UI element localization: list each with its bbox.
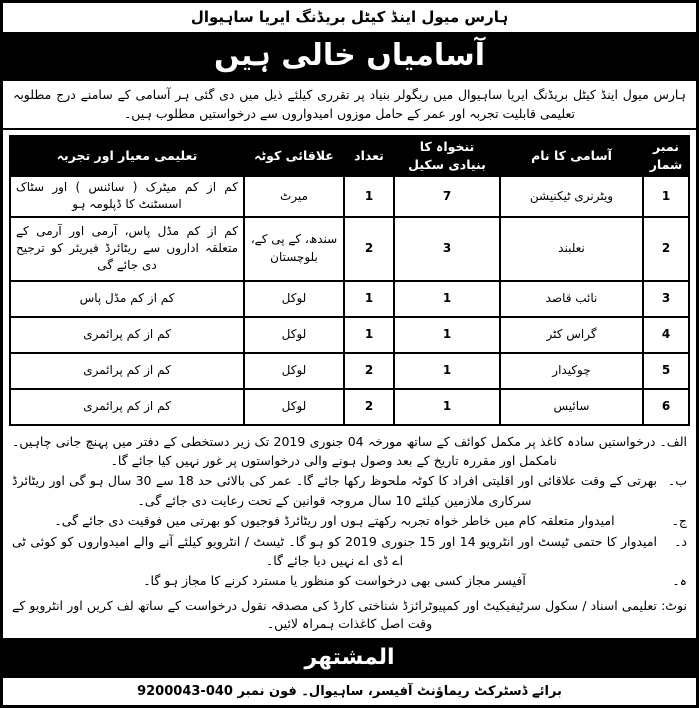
table-row	[10, 353, 689, 389]
cell-count: 2	[344, 389, 394, 425]
organisation-title-bar	[3, 3, 696, 35]
cell-education: کم از کم مڈل پاس، آرمی اور آرمی کے متعلقہ اداروں سے ریٹائرڈ فیریئر کو ترجیح دی جائے گی	[10, 217, 244, 281]
documents-note: نوٹ: تعلیمی اسناد / سکول سرٹیفیکیٹ اور کمپیوٹرائزڈ شناختی کارڈ کی مصدقہ نقول درخواست کے ساتھ لف کریں اور انٹرویو کے وقت اصل کاغذات ہمراہ لائیں۔	[12, 597, 687, 632]
column-header-education: تعلیمی معیار اور تجربہ	[10, 136, 244, 176]
condition-item	[12, 471, 687, 510]
table-row	[10, 217, 689, 281]
cell-title: ویٹرنری ٹیکنیشن	[500, 176, 643, 217]
column-header-title: آسامی کا نام	[500, 136, 643, 176]
table-row	[10, 317, 689, 353]
cell-scale: 7	[394, 176, 500, 217]
headline-banner	[3, 35, 696, 82]
condition-marker: ج۔	[671, 513, 687, 529]
cell-title: نائب قاصد	[500, 281, 643, 317]
condition-text: امیدوار متعلقہ کام میں خاطر خواہ تجربہ رکھتے ہوں اور ریٹائرڈ فوجیوں کو بھرتی میں فوقیت دی جائے گی۔	[54, 513, 615, 529]
jobs-table	[9, 135, 690, 426]
advertiser-banner	[3, 638, 696, 678]
column-header-sr: نمبر شمار	[643, 136, 689, 176]
condition-marker: د۔	[674, 533, 687, 549]
cell-education: کم از کم پرائمری	[10, 317, 244, 353]
column-header-quota: علاقائی کوٹہ	[244, 136, 344, 176]
cell-sr: 5	[643, 353, 689, 389]
condition-marker: ہ۔	[672, 573, 687, 589]
cell-sr: 4	[643, 317, 689, 353]
organisation-title: ہارس میول اینڈ کیٹل بریڈنگ ایریا ساہیوال	[190, 7, 509, 26]
cell-quota: لوکل	[244, 317, 344, 353]
cell-quota: لوکل	[244, 353, 344, 389]
cell-quota: لوکل	[244, 389, 344, 425]
table-row	[10, 281, 689, 317]
jobs-table-body	[10, 176, 689, 425]
cell-sr: 3	[643, 281, 689, 317]
cell-title: چوکیدار	[500, 353, 643, 389]
intro-paragraph: ہارس میول اینڈ کیٹل بریڈنگ ایریا ساہیوال میں ریگولر بنیاد پر تقرری کیلئے ذیل میں دی گئی ہر آسامی کے سامنے درج مطلوبہ تعلیمی قابلیت تجربہ اور عمر کے حامل موزوں امیدواروں سے درخواستیں مطلوب ہیں۔	[3, 81, 696, 130]
column-header-scale: تنخواہ کا بنیادی سکیل	[394, 136, 500, 176]
cell-count: 2	[344, 217, 394, 281]
condition-text: درخواستیں سادہ کاغذ پر مکمل کوائف کے ساتھ مورخہ 04 جنوری 2019 تک زیر دستخطی کے دفتر میں پہنچ جانی چاہیں۔ نامکمل اور مقررہ تاریخ کے بعد وصول ہونے والی درخواستوں پر غور نہیں کیا جائے گا۔	[12, 433, 656, 469]
condition-text: آفیسر مجاز کسی بھی درخواست کو منظور یا مسترد کرنے کا مجاز ہو گا۔	[143, 573, 526, 589]
cell-scale: 3	[394, 217, 500, 281]
headline-text: آسامیاں خالی ہیں	[214, 38, 485, 74]
jobs-table-head	[10, 136, 689, 176]
cell-education: کم از کم پرائمری	[10, 389, 244, 425]
condition-item	[12, 432, 687, 471]
cell-sr: 2	[643, 217, 689, 281]
cell-education: کم از کم میٹرک ( سائنس ) اور سٹاک اسسٹنٹ کا ڈپلومہ ہو	[10, 176, 244, 217]
condition-text: امیدوار کا حتمی ٹیسٹ اور انٹرویو 14 اور 15 جنوری 2019 کو ہو گا۔ ٹیسٹ / انٹرویو کیلئے آنے والے امیدواروں کو کوئی ٹی اے ڈی اے نہیں دیا جائے گا۔	[12, 533, 657, 568]
contact-bar	[3, 678, 696, 705]
cell-education: کم از کم مڈل پاس	[10, 281, 244, 317]
advertiser-label: المشتهر	[304, 645, 395, 671]
cell-quota: لوکل	[244, 281, 344, 317]
cell-title: سائیس	[500, 389, 643, 425]
cell-sr: 1	[643, 176, 689, 217]
cell-education: کم از کم پرائمری	[10, 353, 244, 389]
contact-details: برائے ڈسٹرکٹ ریماؤنٹ آفیسر، ساہیوال۔ فون نمبر 040-9200043	[137, 684, 562, 700]
cell-quota: سندھ، کے پی کے، بلوچستان	[244, 217, 344, 281]
cell-count: 1	[344, 317, 394, 353]
column-header-count: تعداد	[344, 136, 394, 176]
table-header-row	[10, 136, 689, 176]
condition-item	[12, 532, 687, 571]
conditions-list	[3, 426, 696, 594]
cell-quota: میرٹ	[244, 176, 344, 217]
condition-item	[12, 511, 687, 530]
cell-sr: 6	[643, 389, 689, 425]
table-row	[10, 389, 689, 425]
condition-text: بھرتی کے وقت علاقائی اور اقلیتی افراد کا کوٹہ ملحوظ رکھا جائے گا۔ عمر کی بالائی حد 18 سے 30 سال ہو گی اور ریٹائرڈ سرکاری ملازمین کیلئے 10 سال مروجہ قوانین کے تحت رعایت دی جائے گی۔	[12, 473, 658, 508]
table-row	[10, 176, 689, 217]
cell-count: 1	[344, 176, 394, 217]
cell-scale: 1	[394, 389, 500, 425]
condition-item	[12, 571, 687, 590]
cell-title: نعلبند	[500, 217, 643, 281]
cell-scale: 1	[394, 317, 500, 353]
cell-scale: 1	[394, 353, 500, 389]
jobs-table-wrapper	[3, 130, 696, 426]
cell-count: 2	[344, 353, 394, 389]
cell-scale: 1	[394, 281, 500, 317]
cell-count: 1	[344, 281, 394, 317]
condition-marker: ب۔	[667, 473, 687, 489]
condition-marker: الف۔	[659, 433, 687, 449]
cell-title: گراس کٹر	[500, 317, 643, 353]
